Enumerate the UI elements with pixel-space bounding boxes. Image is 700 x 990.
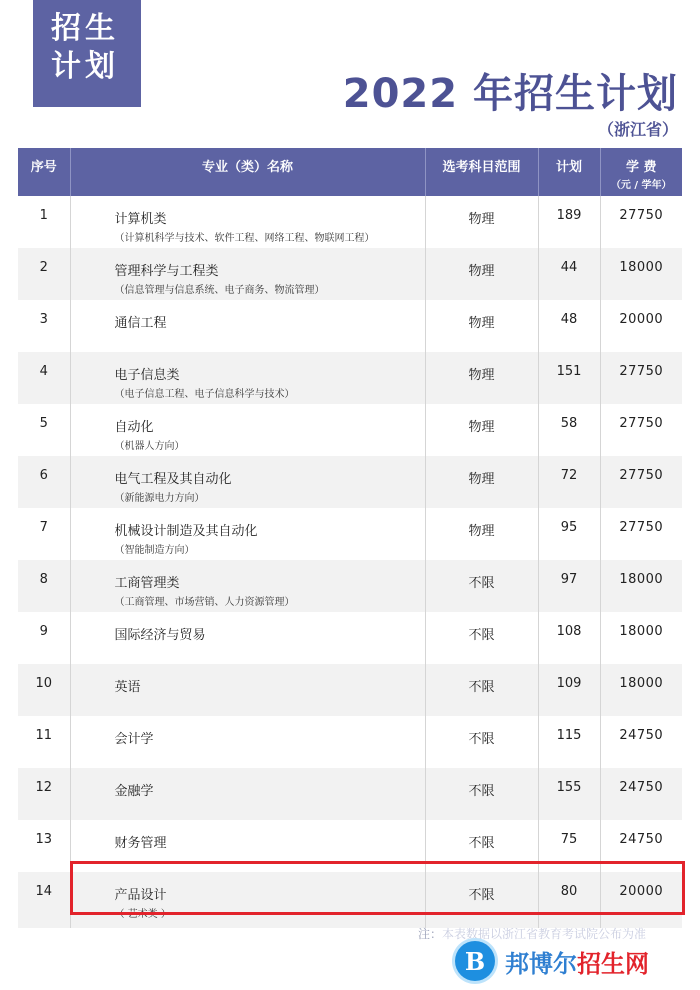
cell-fee: 24750 bbox=[619, 832, 664, 847]
cell-index: 9 bbox=[18, 612, 70, 664]
cell-index: 4 bbox=[18, 352, 70, 404]
cell-plan: 75 bbox=[538, 820, 600, 872]
table-row bbox=[18, 768, 682, 820]
cell-major bbox=[70, 716, 425, 768]
header-subject: 选考科目范围 bbox=[425, 148, 538, 196]
cell-index: 13 bbox=[18, 820, 70, 872]
enrollment-table-container bbox=[18, 148, 682, 928]
cell-fee: 18000 bbox=[600, 560, 682, 612]
cell-plan: 108 bbox=[538, 612, 600, 664]
cell-fee: 27750 bbox=[619, 520, 664, 535]
cell-plan: 80 bbox=[538, 872, 600, 928]
cell-plan: 95 bbox=[538, 508, 600, 560]
major-name: 电气工程及其自动化 bbox=[114, 472, 232, 487]
major-name: 产品设计 bbox=[114, 888, 167, 903]
cell-subject: 物理 bbox=[425, 456, 538, 508]
cell-plan: 151 bbox=[538, 352, 600, 404]
page-title: 2022 年招生计划 bbox=[342, 71, 678, 117]
cell-plan: 72 bbox=[538, 456, 600, 508]
cell-plan: 48 bbox=[538, 300, 600, 352]
cell-subject: 物理 bbox=[425, 352, 538, 404]
cell-index: 11 bbox=[18, 716, 70, 768]
cell-fee: 18000 bbox=[600, 248, 682, 300]
cell-fee: 27750 bbox=[600, 456, 682, 508]
cell-major bbox=[70, 820, 425, 872]
major-subtitle: （信息管理与信息系统、电子商务、物流管理） bbox=[114, 285, 325, 296]
cell-subject: 不限 bbox=[425, 820, 538, 872]
major-name: 金融学 bbox=[114, 784, 154, 799]
cell-index: 10 bbox=[18, 664, 70, 716]
cell-index: 12 bbox=[18, 768, 70, 820]
cell-fee: 24750 bbox=[619, 728, 664, 743]
brand-text bbox=[505, 944, 649, 979]
cell-fee: 24750 bbox=[600, 768, 682, 820]
header-plan: 计划 bbox=[538, 148, 600, 196]
cell-subject: 不限 bbox=[425, 664, 538, 716]
major-name: 计算机类 bbox=[114, 212, 167, 227]
table-row bbox=[18, 612, 682, 664]
cell-fee: 27750 bbox=[619, 208, 664, 223]
page-subtitle: （浙江省） bbox=[597, 120, 678, 139]
cell-fee: 18000 bbox=[619, 624, 664, 639]
header-fee-unit: （元 / 学年） bbox=[610, 180, 672, 191]
major-name: 通信工程 bbox=[114, 316, 167, 331]
cell-index: 7 bbox=[18, 508, 70, 560]
table-row bbox=[18, 300, 682, 352]
cell-plan: 115 bbox=[538, 716, 600, 768]
major-subtitle: （新能源电力方向） bbox=[114, 493, 205, 504]
watermark bbox=[455, 936, 690, 986]
cell-subject: 物理 bbox=[425, 404, 538, 456]
table-row bbox=[18, 872, 682, 928]
major-subtitle: （工商管理、市场营销、人力资源管理） bbox=[114, 597, 295, 608]
cell-subject: 物理 bbox=[425, 196, 538, 248]
table-row bbox=[18, 196, 682, 248]
cell-fee: 18000 bbox=[600, 664, 682, 716]
cell-index: 2 bbox=[18, 248, 70, 300]
cell-subject: 不限 bbox=[425, 716, 538, 768]
major-name: 管理科学与工程类 bbox=[114, 264, 219, 279]
table-body bbox=[18, 196, 682, 928]
table-row bbox=[18, 404, 682, 456]
cell-major bbox=[70, 768, 425, 820]
cell-index: 3 bbox=[18, 300, 70, 352]
cell-subject: 不限 bbox=[425, 768, 538, 820]
table-row bbox=[18, 352, 682, 404]
cell-subject: 不限 bbox=[425, 872, 538, 928]
cell-plan: 155 bbox=[538, 768, 600, 820]
major-subtitle: （ 艺术类 ） bbox=[114, 909, 171, 920]
cell-index: 1 bbox=[18, 196, 70, 248]
table-header-row bbox=[18, 148, 682, 196]
cell-index: 5 bbox=[18, 404, 70, 456]
cell-subject: 物理 bbox=[425, 248, 538, 300]
cell-major bbox=[70, 300, 425, 352]
major-subtitle: （智能制造方向） bbox=[114, 545, 195, 556]
header-index: 序号 bbox=[18, 148, 70, 196]
cell-fee: 20000 bbox=[600, 872, 682, 928]
major-name: 电子信息类 bbox=[114, 368, 180, 383]
section-badge bbox=[33, 0, 141, 107]
major-subtitle: （电子信息工程、电子信息科学与技术） bbox=[114, 389, 295, 400]
cell-major bbox=[70, 456, 425, 508]
major-name: 机械设计制造及其自动化 bbox=[114, 524, 258, 539]
table-row bbox=[18, 664, 682, 716]
major-subtitle: （机器人方向） bbox=[114, 441, 185, 452]
cell-major bbox=[70, 352, 425, 404]
cell-index: 14 bbox=[18, 872, 70, 928]
badge-line-2: 计划 bbox=[51, 49, 119, 84]
enrollment-table bbox=[18, 148, 682, 928]
header-fee bbox=[600, 148, 682, 196]
cell-plan: 189 bbox=[538, 196, 600, 248]
cell-major bbox=[70, 196, 425, 248]
major-subtitle: （计算机科学与技术、软件工程、网络工程、物联网工程） bbox=[114, 233, 375, 244]
footnote-prefix: 注： bbox=[418, 927, 443, 941]
cell-index: 6 bbox=[18, 456, 70, 508]
table-row bbox=[18, 508, 682, 560]
table-row bbox=[18, 716, 682, 768]
cell-fee: 27750 bbox=[600, 352, 682, 404]
cell-major bbox=[70, 612, 425, 664]
cell-major bbox=[70, 872, 425, 928]
brand-name: 邦博尔 bbox=[505, 949, 577, 978]
table-row bbox=[18, 820, 682, 872]
cell-major bbox=[70, 664, 425, 716]
major-name: 国际经济与贸易 bbox=[114, 628, 206, 643]
cell-subject: 物理 bbox=[425, 508, 538, 560]
cell-major bbox=[70, 560, 425, 612]
table-row bbox=[18, 560, 682, 612]
cell-subject: 不限 bbox=[425, 560, 538, 612]
cell-plan: 58 bbox=[538, 404, 600, 456]
table-row bbox=[18, 248, 682, 300]
table-row bbox=[18, 456, 682, 508]
header-fee-label: 学 费 bbox=[625, 160, 657, 175]
brand-logo-icon: B bbox=[455, 941, 495, 981]
footnote-text: 本表数据以浙江省教育考试院公布为准 bbox=[442, 927, 647, 941]
brand-name-red: 招生网 bbox=[577, 949, 649, 978]
cell-major bbox=[70, 248, 425, 300]
cell-subject: 物理 bbox=[425, 300, 538, 352]
cell-subject: 不限 bbox=[425, 612, 538, 664]
cell-plan: 109 bbox=[538, 664, 600, 716]
major-name: 英语 bbox=[114, 680, 141, 695]
major-name: 财务管理 bbox=[114, 836, 167, 851]
cell-major bbox=[70, 508, 425, 560]
cell-plan: 44 bbox=[538, 248, 600, 300]
major-name: 自动化 bbox=[114, 420, 154, 435]
header-major: 专业（类）名称 bbox=[70, 148, 425, 196]
cell-fee: 20000 bbox=[619, 312, 664, 327]
cell-major bbox=[70, 404, 425, 456]
cell-plan: 97 bbox=[538, 560, 600, 612]
cell-fee: 27750 bbox=[619, 416, 664, 431]
badge-line-1: 招生 bbox=[51, 11, 119, 46]
major-name: 会计学 bbox=[114, 732, 154, 747]
cell-index: 8 bbox=[18, 560, 70, 612]
major-name: 工商管理类 bbox=[114, 576, 180, 591]
